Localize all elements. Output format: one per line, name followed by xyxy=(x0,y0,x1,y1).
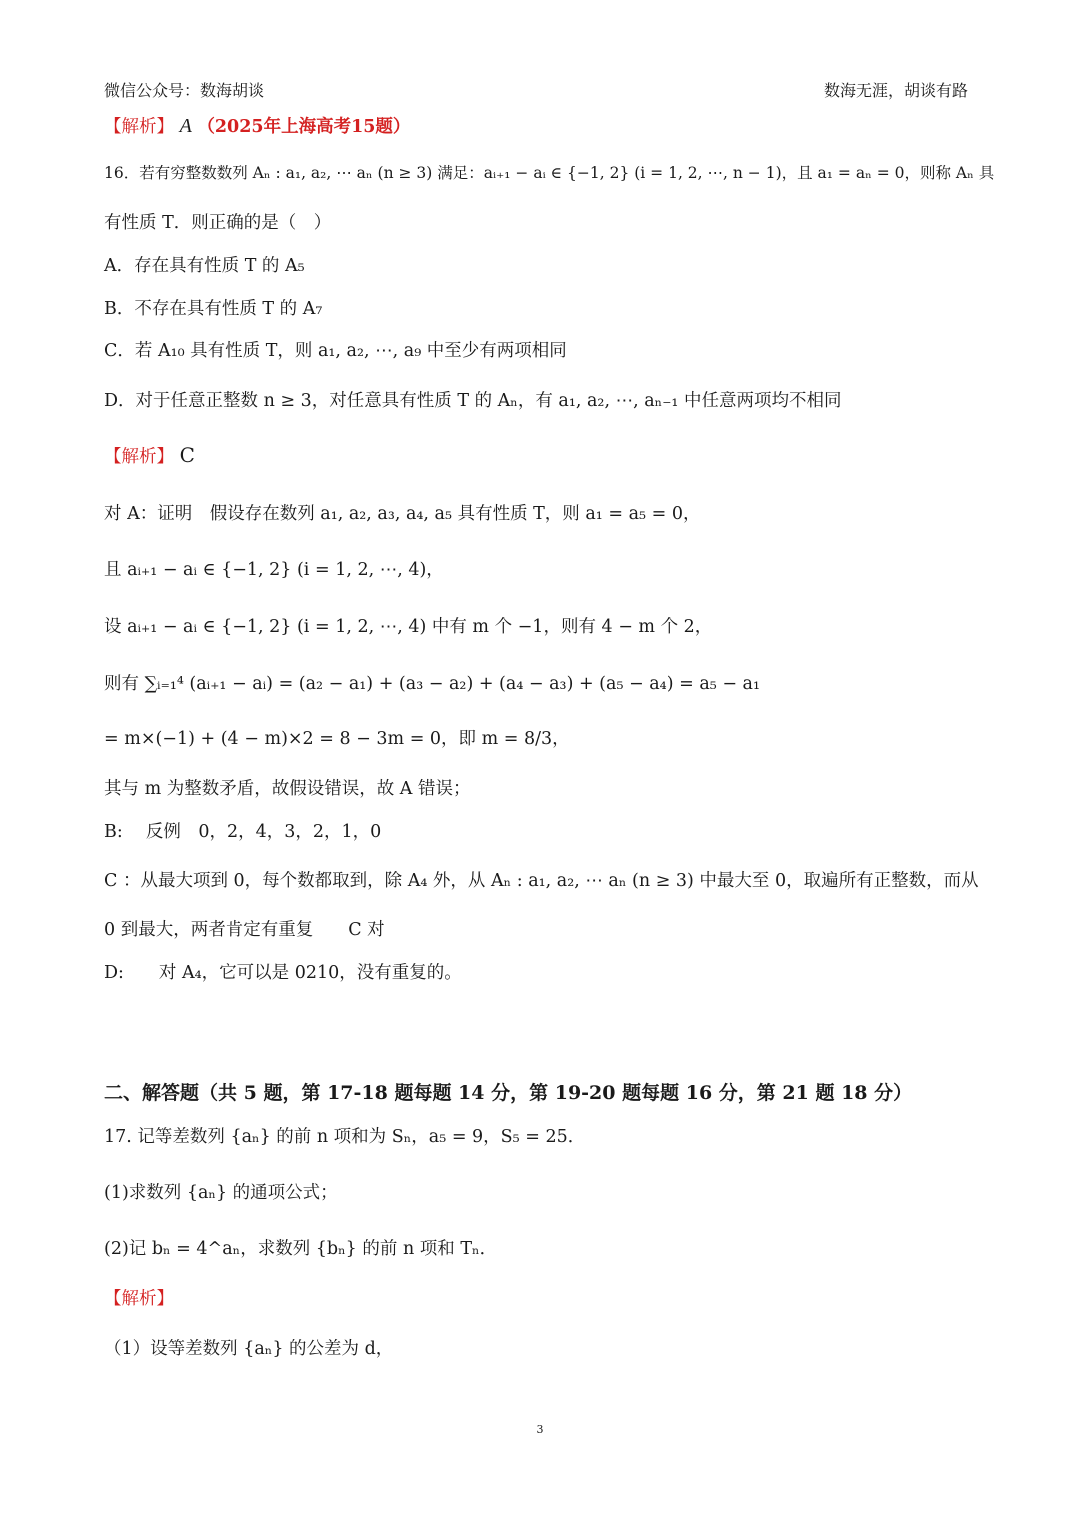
solution-line: 对 A：证明 假设存在数列 a₁, a₂, a₃, a₄, a₅ 具有性质 T，则 a₁ = a₅ = 0， xyxy=(104,504,701,524)
q16-option-b: B．不存在具有性质 T 的 A₇ xyxy=(104,299,323,319)
solution-line: B: 反例 0，2，4，3，2，1，0 xyxy=(104,822,382,842)
page-number: 3 xyxy=(536,1423,544,1436)
solution-tag: 【解析】 xyxy=(104,447,174,467)
q17-solution-line1: （1）设等差数列 {aₙ} 的公差为 d， xyxy=(104,1339,394,1359)
q16-solution-header xyxy=(104,443,195,469)
q17-part2: (2)记 bₙ = 4^aₙ，求数列 {bₙ} 的前 n 项和 Tₙ． xyxy=(104,1239,498,1259)
solution-line: C ：从最大项到 0，每个数都取到，除 A₄ 外，从 Aₙ : a₁, a₂, ⋯ aₙ (n ≥ 3) 中最大至 0，取遍所有正整数，而从 xyxy=(104,871,979,891)
q17-part1: (1)求数列 {aₙ} 的通项公式； xyxy=(104,1183,338,1203)
solution-tag: 【解析】 xyxy=(104,1289,174,1309)
q16-stem-line2: 有性质 T．则正确的是（ ） xyxy=(104,213,332,233)
header-right-text: 数海无涯，胡谈有路 xyxy=(823,81,968,100)
q16-option-c: C．若 A₁₀ 具有性质 T，则 a₁, a₂, ⋯, a₉ 中至少有两项相同 xyxy=(104,341,567,361)
solution-line: 则有 ∑ᵢ₌₁⁴ (aᵢ₊₁ − aᵢ) = (a₂ − a₁) + (a₃ − a₂) + (a₄ − a₃) + (a₅ − a₄) = a₅ − a₁ xyxy=(104,674,761,694)
solution-tag: 【解析】 xyxy=(104,117,174,137)
q15-answer-line xyxy=(104,114,410,139)
solution-line: 设 aᵢ₊₁ − aᵢ ∈ {−1, 2} (i = 1, 2, ⋯, 4) 中有 m 个 −1，则有 4 − m 个 2， xyxy=(104,617,713,637)
q16-option-a: A．存在具有性质 T 的 A₅ xyxy=(104,256,305,276)
q15-answer: A xyxy=(179,115,192,137)
q15-source: （2025年上海高考15题） xyxy=(197,117,411,137)
solution-line: 其与 m 为整数矛盾，故假设错误，故 A 错误； xyxy=(104,779,471,799)
q16-option-d: D．对于任意正整数 n ≥ 3，对任意具有性质 T 的 Aₙ，有 a₁, a₂, ⋯, aₙ₋₁ 中任意两项均不相同 xyxy=(104,391,842,411)
q16-answer: C xyxy=(179,443,195,467)
solution-line: 0 到最大，两者肯定有重复 C 对 xyxy=(104,920,385,940)
section-title: 二、解答题（共 5 题，第 17-18 题每题 14 分，第 19-20 题每题 16 分，第 21 题 18 分） xyxy=(104,1082,913,1104)
q16-stem-line1: 16．若有穷整数数列 Aₙ : a₁, a₂, ⋯ aₙ (n ≥ 3) 满足：aᵢ₊₁ − aᵢ ∈ {−1, 2} (i = 1, 2, ⋯, n − 1)，且 a₁ = aₙ = 0，则称 Aₙ 具 xyxy=(104,164,995,182)
solution-line: 且 aᵢ₊₁ − aᵢ ∈ {−1, 2} (i = 1, 2, ⋯, 4)， xyxy=(104,560,444,580)
header-left-text: 微信公众号：数海胡谈 xyxy=(104,81,265,100)
solution-line: = m×(−1) + (4 − m)×2 = 8 − 3m = 0，即 m = 8/3， xyxy=(104,729,570,749)
solution-line: D: 对 A₄，它可以是 0210，没有重复的。 xyxy=(104,963,462,983)
q17-stem: 17. 记等差数列 {aₙ} 的前 n 项和为 Sₙ，a₅ = 9，S₅ = 25． xyxy=(104,1127,586,1147)
